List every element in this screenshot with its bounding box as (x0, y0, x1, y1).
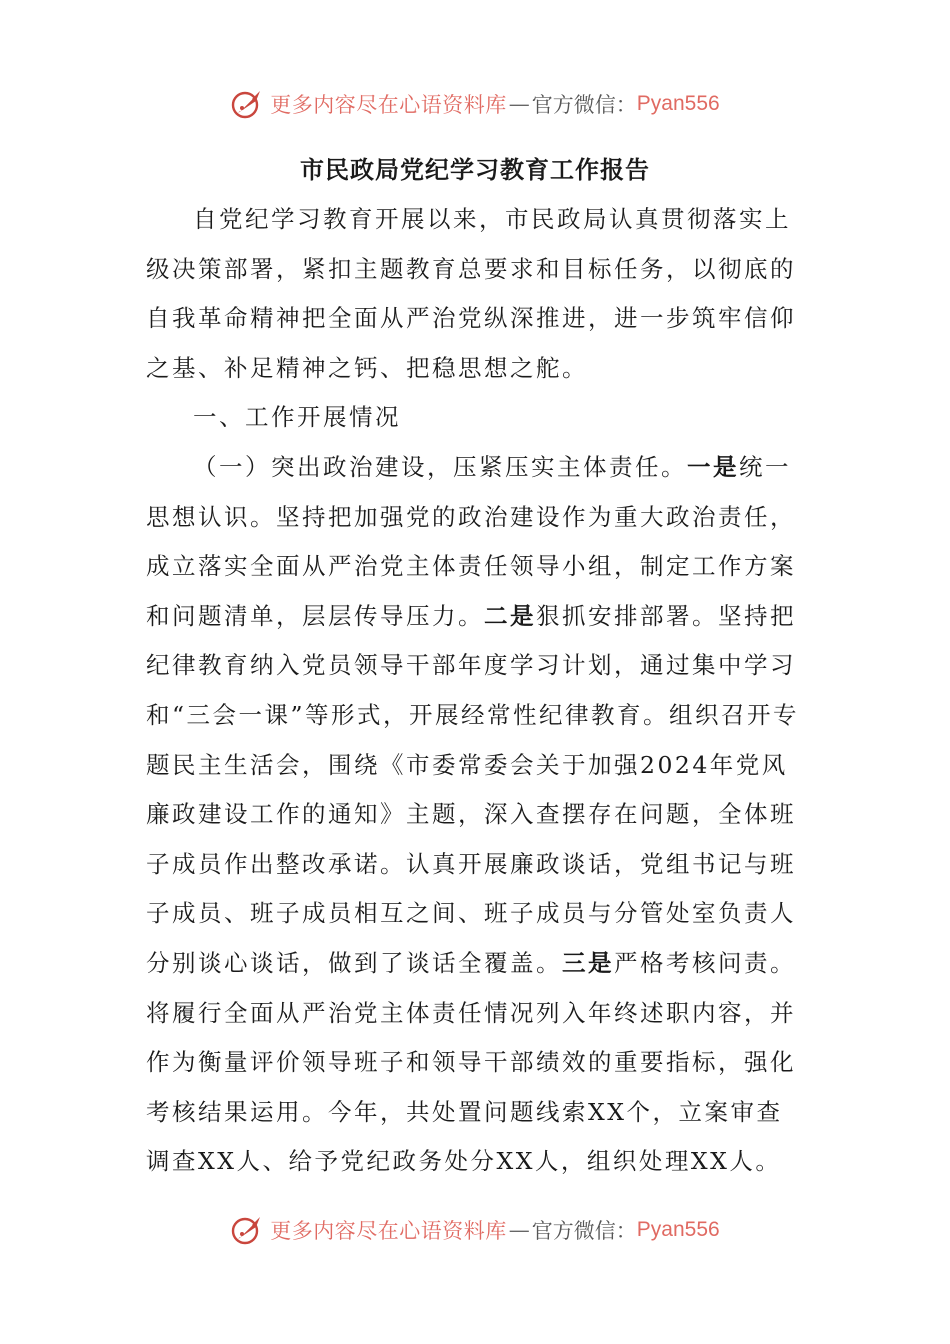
point-text: 严格考核问责。将履行全面从严治党主体责任情况列入年终述职内容，并作为衡量评价领导班子和领导干部绩效的重要指标，强化考核结果运用。今年，共处置问题线索XX个，立案审查调查XX人、给予党纪政务处分XX人，组织处理XX人。 (146, 948, 796, 1176)
point-text: 统一思想认识。坚持把加强党的政治建设作为重大政治责任，成立落实全面从严治党主体责任领导小组，制定工作方案和问题清单，层层传导压力。 (146, 452, 796, 630)
watermark-separator: — (508, 92, 530, 116)
watermark-banner-bottom (0, 1210, 950, 1250)
watermark-brand-text: 更多内容尽在心语资料库 (270, 93, 507, 117)
page-title: 市民政局党纪学习教育工作报告 (300, 155, 650, 184)
watermark-wechat-label: 官方微信： (531, 1219, 637, 1243)
section-heading: 一、工作开展情况 (193, 403, 401, 432)
document-body (146, 195, 806, 1187)
section-paragraph (146, 443, 806, 1187)
subheading: （一）突出政治建设，压紧压实主体责任。 (193, 452, 687, 481)
watermark-brand-text: 更多内容尽在心语资料库 (270, 1219, 507, 1243)
point-label: 三是 (562, 948, 614, 977)
watermark-account: Pyan556 (636, 92, 720, 115)
quill-logo-icon (230, 87, 264, 121)
watermark-wechat-label: 官方微信： (531, 93, 637, 117)
point-label: 二是 (484, 601, 536, 630)
watermark-separator: — (508, 1218, 530, 1242)
watermark-banner-top (0, 84, 950, 124)
quill-logo-icon (230, 1213, 264, 1247)
watermark-account: Pyan556 (636, 1218, 720, 1241)
intro-paragraph: 自党纪学习教育开展以来，市民政局认真贯彻落实上级决策部署，紧扣主题教育总要求和目标任务，以彻底的自我革命精神把全面从严治党纵深推进，进一步筑牢信仰之基、补足精神之钙、把稳思想之舵。 (146, 205, 796, 382)
point-text: 狠抓安排部署。坚持把纪律教育纳入党员领导干部年度学习计划，通过集中学习和“三会一课”等形式，开展经常性纪律教育。组织召开专题民主生活会，围绕《市委常委会关于加强2024年党风廉政建设工作的通知》主题，深入查摆存在问题，全体班子成员作出整改承诺。认真开展廉政谈话，党组书记与班子成员、班子成员相互之间、班子成员与分管处室负责人分别谈心谈话，做到了谈话全覆盖。 (146, 601, 800, 977)
point-label: 一是 (687, 452, 739, 481)
